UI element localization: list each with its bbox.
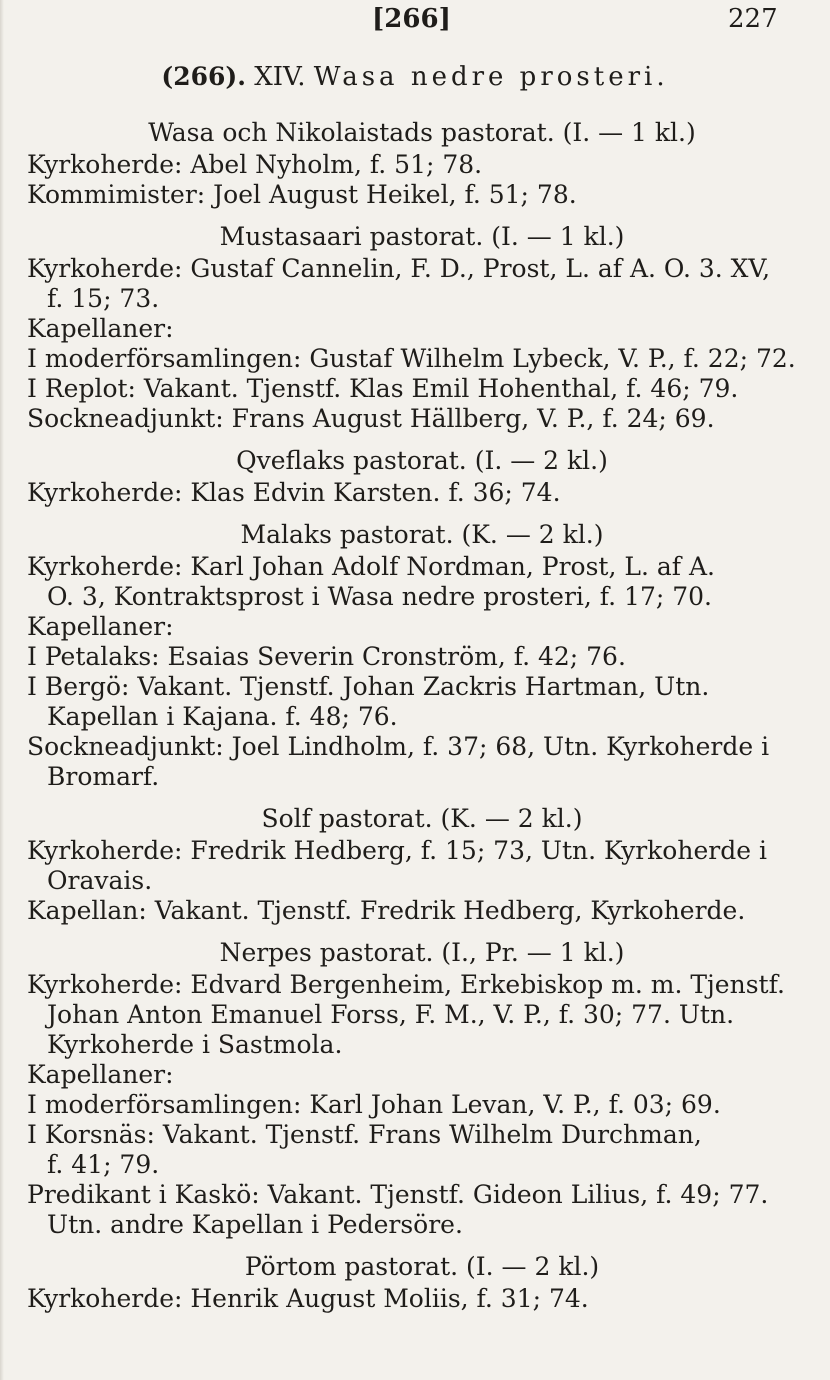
pastorate-heading: Nerpes pastorat. (I., Pr. — 1 kl.) (219, 938, 625, 967)
continuation-line: f. 41; 79. (47, 1150, 160, 1179)
section-number: (266). (161, 62, 246, 91)
entry-line: Kapellaner: (27, 612, 174, 641)
sub-entry-line: I Bergö: Vakant. Tjenstf. Johan Zackris Hartman, Utn. (27, 672, 710, 701)
pastorate-heading: Solf pastorat. (K. — 2 kl.) (261, 804, 583, 833)
section-title: Wasa nedre prosteri. (313, 62, 669, 92)
sub-entry-line: I Petalaks: Esaias Severin Cronström, f. 42; 76. (27, 642, 626, 671)
entry-line: Kommimister: Joel August Heikel, f. 51; 78. (27, 180, 577, 209)
section-roman-numeral: XIV. (254, 62, 306, 92)
page-number: 227 (728, 4, 778, 34)
continuation-line: Utn. andre Kapellan i Pedersöre. (47, 1210, 463, 1239)
continuation-line: Bromarf. (47, 762, 160, 791)
entry-line: Kyrkoherde: Henrik August Moliis, f. 31; 74. (27, 1284, 589, 1313)
entry-line: Sockneadjunkt: Frans August Hällberg, V. P., f. 24; 69. (27, 404, 715, 433)
page-body (27, 106, 817, 1314)
sub-entry-line: I moderförsamlingen: Karl Johan Levan, V. P., f. 03; 69. (27, 1090, 721, 1119)
entry-line: Kyrkoherde: Abel Nyholm, f. 51; 78. (27, 150, 483, 179)
entry-line: Kyrkoherde: Karl Johan Adolf Nordman, Prost, L. af A. (27, 552, 715, 581)
page-gutter (0, 0, 4, 1380)
running-head (0, 4, 830, 36)
pastorate-heading: Mustasaari pastorat. (I. — 1 kl.) (219, 222, 625, 251)
sub-entry-line: I moderförsamlingen: Gustaf Wilhelm Lybeck, V. P., f. 22; 72. (27, 344, 796, 373)
entry-line: Kyrkoherde: Klas Edvin Karsten. f. 36; 74. (27, 478, 561, 507)
pastorate-heading: Malaks pastorat. (K. — 2 kl.) (240, 520, 604, 549)
pastorate-heading: Qveflaks pastorat. (I. — 2 kl.) (236, 446, 608, 475)
section-heading (0, 62, 830, 92)
pastorate-heading: Wasa och Nikolaistads pastorat. (I. — 1 kl.) (148, 118, 696, 147)
sub-entry-line: I Korsnäs: Vakant. Tjenstf. Frans Wilhelm Durchman, (27, 1120, 702, 1149)
continuation-line: Kyrkoherde i Sastmola. (47, 1030, 343, 1059)
entry-line: Predikant i Kaskö: Vakant. Tjenstf. Gideon Lilius, f. 49; 77. (27, 1180, 769, 1209)
entry-line: Sockneadjunkt: Joel Lindholm, f. 37; 68, Utn. Kyrkoherde i (27, 732, 770, 761)
entry-line: Kyrkoherde: Gustaf Cannelin, F. D., Prost, L. af A. O. 3. XV, (27, 254, 771, 283)
entry-line: Kapellaner: (27, 314, 174, 343)
entry-line: Kyrkoherde: Edvard Bergenheim, Erkebiskop m. m. Tjenstf. (27, 970, 785, 999)
entry-line: Kyrkoherde: Fredrik Hedberg, f. 15; 73, Utn. Kyrkoherde i (27, 836, 767, 865)
sub-entry-line: I Replot: Vakant. Tjenstf. Klas Emil Hohenthal, f. 46; 79. (27, 374, 739, 403)
entry-line: Kapellan: Vakant. Tjenstf. Fredrik Hedberg, Kyrkoherde. (27, 896, 746, 925)
pastorate-heading: Pörtom pastorat. (I. — 2 kl.) (244, 1252, 600, 1281)
continuation-line: Johan Anton Emanuel Forss, F. M., V. P., f. 30; 77. Utn. (47, 1000, 735, 1029)
entry-line: Kapellaner: (27, 1060, 174, 1089)
continuation-line: Kapellan i Kajana. f. 48; 76. (47, 702, 398, 731)
continuation-line: O. 3, Kontraktsprost i Wasa nedre prosteri, f. 17; 70. (47, 582, 712, 611)
bracketed-page-number: [266] (372, 4, 451, 34)
continuation-line: Oravais. (47, 866, 153, 895)
continuation-line: f. 15; 73. (47, 284, 160, 313)
